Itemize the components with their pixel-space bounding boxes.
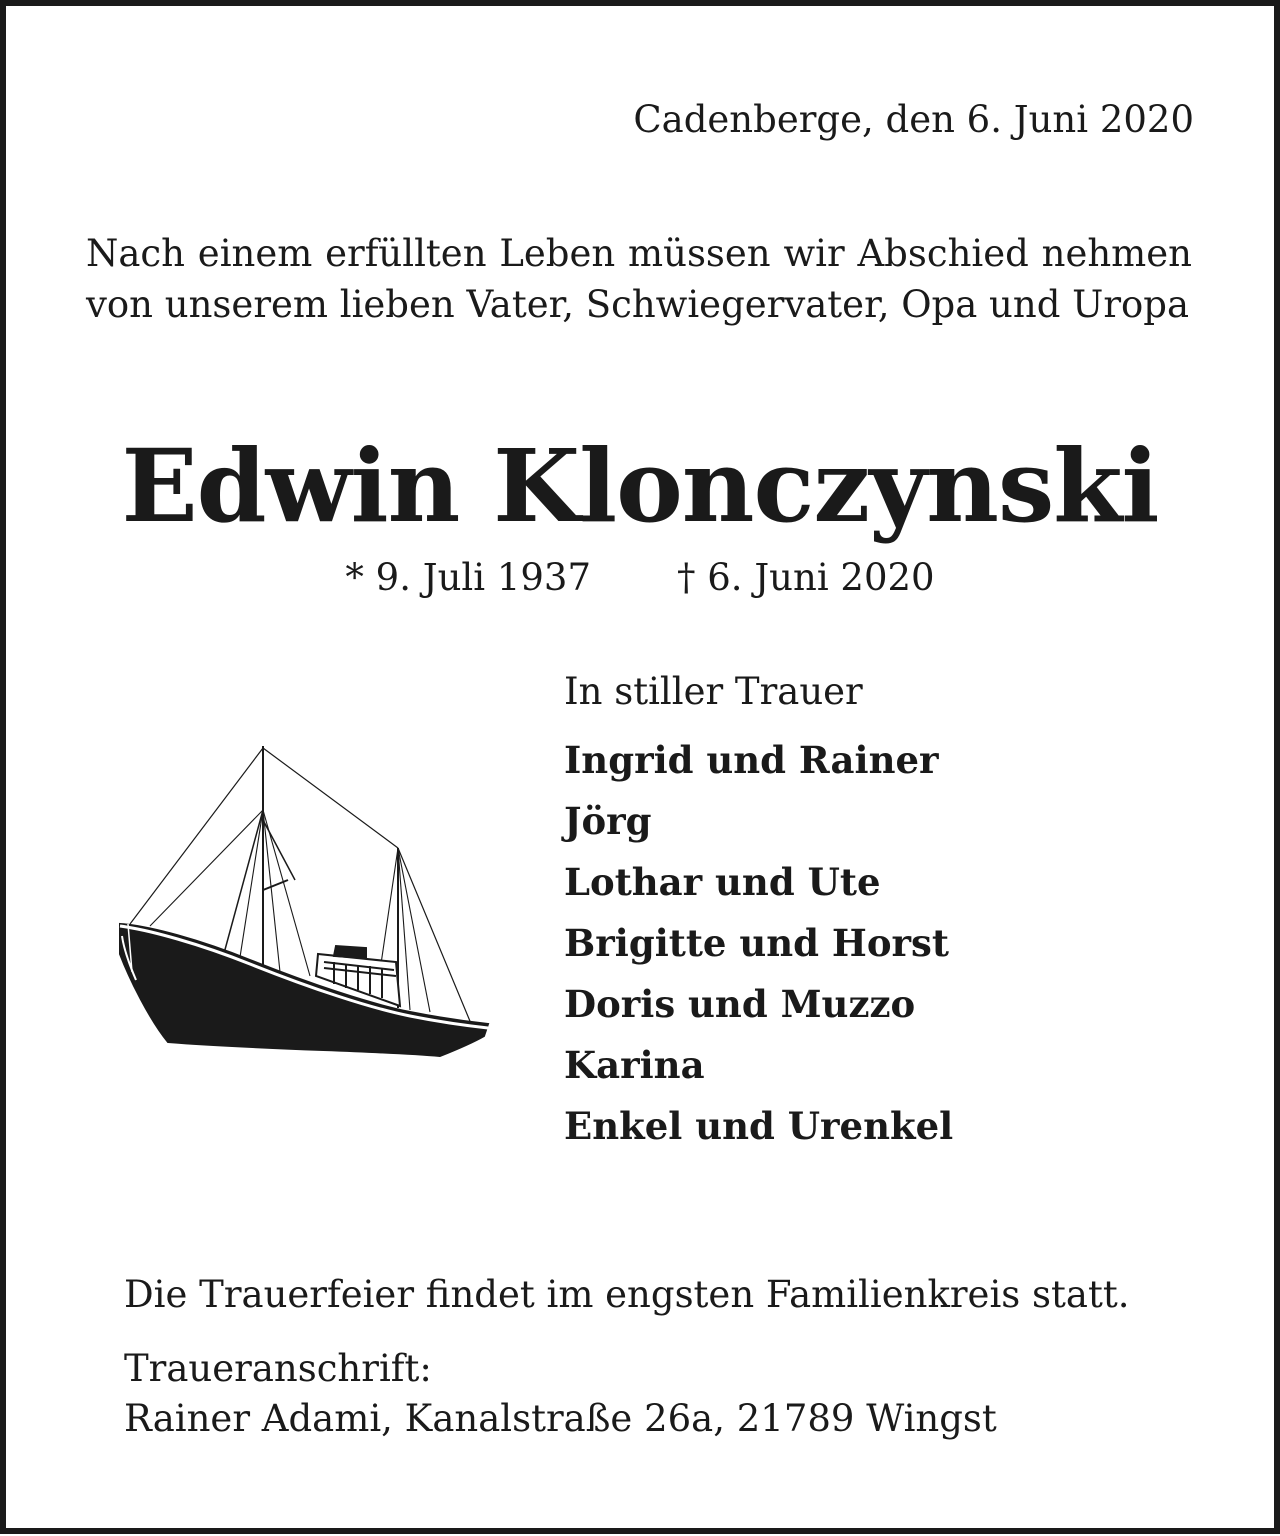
place-date: Cadenberge, den 6. Juni 2020 bbox=[633, 98, 1194, 141]
address-text: Rainer Adami, Kanalstraße 26a, 21789 Wingst bbox=[124, 1397, 997, 1440]
address-label: Traueranschrift: bbox=[124, 1347, 432, 1390]
death-date: † 6. Juni 2020 bbox=[677, 556, 935, 599]
mourner-name: Lothar und Ute bbox=[564, 860, 881, 904]
ship-illustration bbox=[110, 740, 490, 1060]
birth-date: * 9. Juli 1937 bbox=[345, 556, 591, 599]
deceased-name: Edwin Klonczynski bbox=[121, 427, 1159, 545]
mourning-address bbox=[124, 1344, 997, 1444]
mourner-name: Ingrid und Rainer bbox=[564, 738, 939, 782]
intro-text: Nach einem erfüllten Leben müssen wir Abschied nehmen von unserem lieben Vater, Schwiegervater, Opa und Uropa bbox=[86, 232, 1192, 326]
funeral-note: Die Trauerfeier findet im engsten Familienkreis statt. bbox=[124, 1273, 1130, 1316]
mourner-name: Brigitte und Horst bbox=[564, 921, 949, 965]
mourner-name: Enkel und Urenkel bbox=[564, 1104, 954, 1148]
mourners-block bbox=[564, 668, 953, 1157]
mourner-name: Doris und Muzzo bbox=[564, 982, 916, 1026]
mourning-lead: In stiller Trauer bbox=[564, 670, 863, 713]
mourner-name: Jörg bbox=[564, 799, 652, 843]
life-dates bbox=[6, 556, 1274, 600]
mourner-name: Karina bbox=[564, 1043, 705, 1087]
